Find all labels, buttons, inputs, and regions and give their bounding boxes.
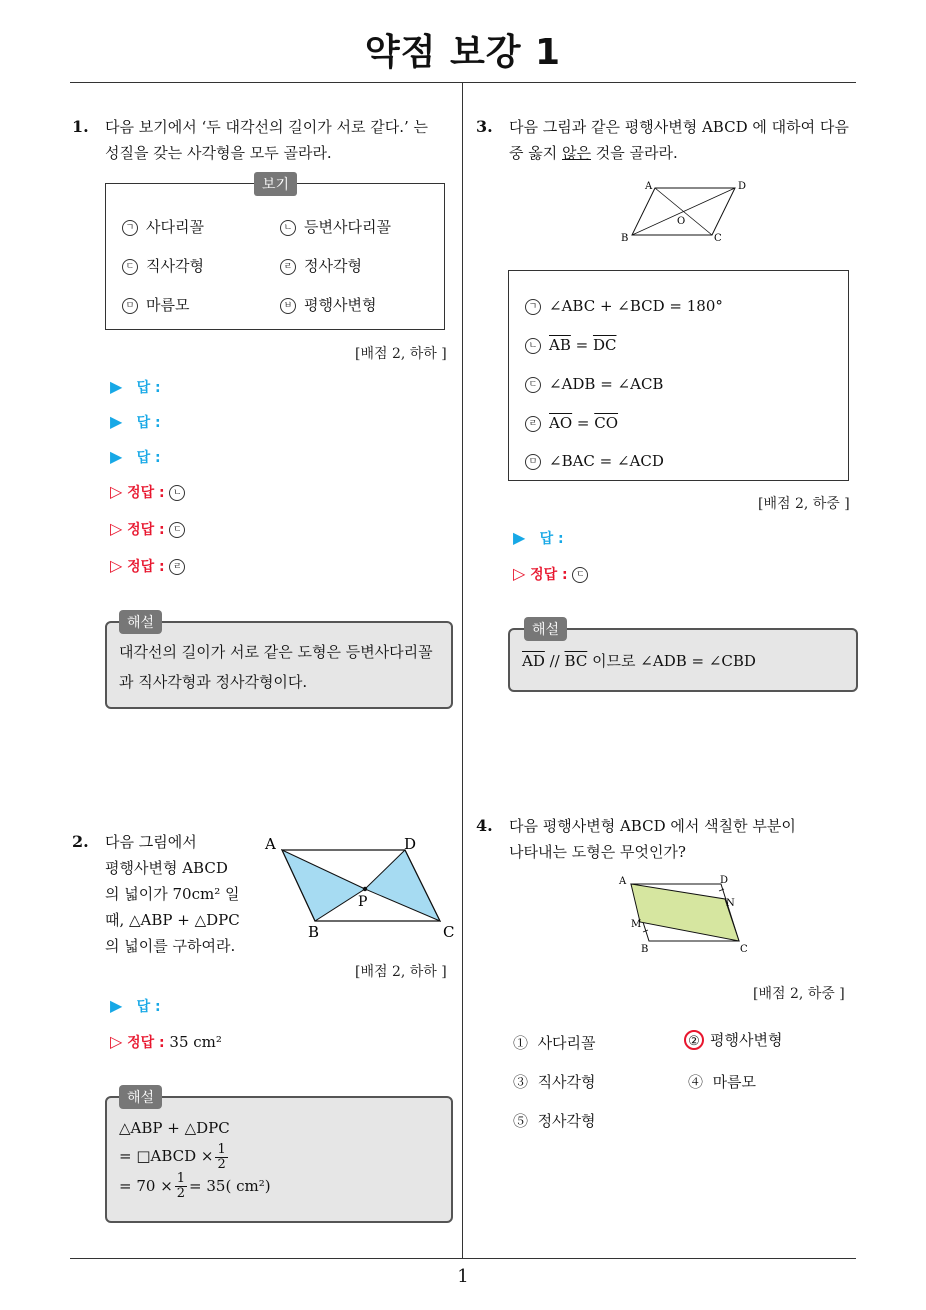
explanation-line <box>119 1172 271 1202</box>
explanation-box <box>508 622 858 692</box>
explanation-line: 이므로 ∠ADB = ∠CBD <box>587 652 756 670</box>
option-text: ∠ABC + ∠BCD = 180° <box>549 297 723 315</box>
options-box <box>508 270 849 481</box>
label-c: C <box>443 923 455 941</box>
option-item <box>280 294 376 315</box>
score-label: [배점 2, 하중 ] <box>758 496 850 512</box>
explanation-text <box>522 646 756 676</box>
question-text-line: 성질을 갖는 사각형을 모두 골라라. <box>105 144 332 162</box>
question-text-line: 때, △ABP + △DPC <box>105 911 240 929</box>
choice-text: 마름모 <box>712 1073 757 1091</box>
answer-field[interactable] <box>513 528 564 548</box>
option-mark: ㄴ <box>280 220 296 236</box>
segment: $\overline{BC}$ <box>564 652 588 670</box>
segment: $\overline{AB}$ <box>549 336 571 354</box>
question-text-line <box>509 140 849 166</box>
answer-mark: ㄹ <box>169 559 185 575</box>
label-b: B <box>641 944 649 955</box>
explanation-title: 해설 <box>119 1085 162 1109</box>
choice-number: ⑤ <box>513 1112 529 1130</box>
explanation-text <box>119 1114 271 1201</box>
answer-mark: ㄴ <box>169 485 185 501</box>
label-d: D <box>404 835 417 853</box>
answer-arrow-icon: ▶ <box>110 447 123 466</box>
option-text: 등변사다리꼴 <box>304 218 391 236</box>
label-a: A <box>645 181 653 192</box>
score-label: [배점 2, 하중 ] <box>753 986 845 1002</box>
option-mark: ㄱ <box>525 299 541 315</box>
label-p: P <box>358 894 368 910</box>
answer-arrow-icon: ▶ <box>110 377 123 396</box>
correct-label: 정답 : <box>127 485 165 501</box>
parallel-sign: // <box>544 652 565 670</box>
option-mark: ㅁ <box>525 454 541 470</box>
correct-label: 정답 : <box>127 1035 165 1051</box>
choice-5[interactable] <box>513 1110 596 1131</box>
explanation-title: 해설 <box>119 610 162 634</box>
explanation-line <box>119 1142 271 1172</box>
option-item <box>525 452 664 470</box>
answer-label: 답 : <box>136 415 161 431</box>
label-m: M <box>631 919 642 930</box>
correct-answer <box>110 519 193 539</box>
triangle-abp <box>282 850 368 921</box>
question-number: 4. <box>476 816 493 835</box>
answer-label: 답 : <box>136 450 161 466</box>
option-item <box>280 216 391 237</box>
label-d: D <box>720 875 729 886</box>
selected-mark-icon: ② <box>684 1030 704 1050</box>
option-item <box>122 216 204 237</box>
option-item <box>525 414 618 432</box>
correct-label: 정답 : <box>530 567 568 583</box>
triangle-dpc <box>365 850 440 921</box>
correct-arrow-icon: ▷ <box>110 519 123 538</box>
fraction-numerator: 1 <box>217 1141 226 1157</box>
choice-4[interactable] <box>688 1071 756 1092</box>
answer-field[interactable] <box>110 996 161 1016</box>
label-a: A <box>265 835 276 853</box>
segment: $\overline{AO}$ <box>549 414 573 432</box>
option-text: ∠BAC = ∠ACD <box>549 452 664 470</box>
q4-figure <box>615 872 755 956</box>
expr-text: = 35( cm²) <box>189 1176 271 1195</box>
segment: $\overline{AD}$ <box>522 652 545 670</box>
header-divider <box>70 82 856 83</box>
answer-arrow-icon: ▶ <box>513 528 526 547</box>
score-label: [배점 2, 하하 ] <box>355 964 447 980</box>
fraction-denominator: 2 <box>176 1186 186 1201</box>
fraction <box>175 1172 187 1201</box>
option-mark: ㄱ <box>122 220 138 236</box>
q2-figure <box>260 833 460 943</box>
option-text: 직사각형 <box>146 257 204 275</box>
choice-number: ① <box>513 1034 529 1052</box>
question-text <box>509 813 796 865</box>
fraction-denominator: 2 <box>217 1156 226 1172</box>
answer-arrow-icon: ▶ <box>110 412 123 431</box>
point-p <box>363 887 367 891</box>
choice-1[interactable] <box>513 1032 596 1053</box>
fraction <box>215 1143 227 1172</box>
question-text-line: 다음 평행사변형 ABCD 에서 색칠한 부분이 <box>509 817 796 835</box>
page-number: 1 <box>457 1266 469 1287</box>
option-text: 평행사변형 <box>304 296 377 314</box>
segment: $\overline{DC}$ <box>592 336 617 354</box>
explanation-text <box>119 637 433 697</box>
label-o: O <box>677 216 686 227</box>
answer-mark: ㄷ <box>169 522 185 538</box>
answer-label: 답 : <box>136 999 161 1015</box>
options-box <box>105 177 445 330</box>
question-text-line: 의 넓이를 구하여라. <box>105 937 236 955</box>
explanation-line: 대각선의 길이가 서로 같은 도형은 등변사다리꼴 <box>119 643 433 661</box>
correct-label: 정답 : <box>127 559 165 575</box>
option-mark: ㄴ <box>525 338 541 354</box>
answer-label: 답 : <box>539 531 564 547</box>
choice-text: 평행사변형 <box>710 1031 783 1049</box>
choice-text: 사다리꼴 <box>537 1034 596 1052</box>
question-text-line: 다음 그림과 같은 평행사변형 ABCD 에 대하여 다음 <box>509 118 849 136</box>
page-title: 약점 보강 1 <box>364 32 562 73</box>
option-text: 정사각형 <box>304 257 362 275</box>
option-item <box>122 255 204 276</box>
label-n: N <box>726 898 735 909</box>
answer-label: 답 : <box>136 380 161 396</box>
option-mark: ㄹ <box>280 259 296 275</box>
correct-label: 정답 : <box>127 522 165 538</box>
equals-sign: = <box>572 414 595 432</box>
question-text-line: 평행사변형 ABCD <box>105 859 228 877</box>
label-c: C <box>714 233 722 244</box>
option-mark: ㄹ <box>525 416 541 432</box>
answer-field[interactable] <box>110 377 161 397</box>
option-mark: ㅂ <box>280 298 296 314</box>
correct-answer <box>513 564 596 584</box>
expr-text: = □ABCD × <box>119 1147 214 1165</box>
answer-value: 35 cm² <box>169 1033 222 1051</box>
answer-arrow-icon: ▶ <box>110 996 123 1015</box>
option-item <box>280 255 362 276</box>
question-text <box>105 829 240 959</box>
correct-arrow-icon: ▷ <box>110 482 123 501</box>
option-mark: ㅁ <box>122 298 138 314</box>
shaded-region <box>631 884 739 941</box>
choice-3[interactable] <box>513 1071 596 1092</box>
explanation-line: △ABP + △DPC <box>119 1119 230 1137</box>
score-label: [배점 2, 하하 ] <box>355 346 447 362</box>
option-text: 마름모 <box>146 296 190 314</box>
answer-field[interactable] <box>110 412 161 432</box>
column-divider <box>462 83 463 1259</box>
label-a: A <box>619 876 627 887</box>
segment: $\overline{CO}$ <box>594 414 619 432</box>
correct-answer <box>110 1032 222 1052</box>
choice-number: ③ <box>513 1073 529 1091</box>
option-text: 사다리꼴 <box>146 218 204 236</box>
question-text-line: 다음 보기에서 ‘두 대각선의 길이가 서로 같다.’ 는 <box>105 118 428 136</box>
question-number: 3. <box>476 117 493 136</box>
question-text <box>509 114 849 166</box>
explanation-box <box>105 1090 453 1223</box>
correct-answer <box>110 556 193 576</box>
equals-sign: = <box>570 336 593 354</box>
option-item <box>525 375 663 393</box>
option-text: ∠ADB = ∠ACB <box>549 375 664 393</box>
label-d: D <box>738 181 747 192</box>
underlined-word: 않은 <box>562 144 591 162</box>
question-number: 1. <box>72 117 89 136</box>
explanation-title: 해설 <box>524 617 567 641</box>
option-item <box>525 297 723 315</box>
expr-text: = 70 × <box>119 1176 173 1195</box>
choice-number: ④ <box>688 1073 704 1091</box>
q3-figure <box>615 177 755 247</box>
question-text-line: 의 넓이가 70cm² 일 <box>105 885 240 903</box>
explanation-box <box>105 615 453 709</box>
explanation-line: 과 직사각형과 정사각형이다. <box>119 673 308 691</box>
fraction-numerator: 1 <box>176 1171 186 1186</box>
correct-arrow-icon: ▷ <box>513 564 526 583</box>
choice-2-selected[interactable] <box>684 1029 782 1050</box>
option-mark: ㄷ <box>122 259 138 275</box>
label-b: B <box>308 923 320 941</box>
label-c: C <box>740 944 748 955</box>
choice-text: 직사각형 <box>537 1073 596 1091</box>
correct-answer <box>110 482 193 502</box>
option-mark: ㄷ <box>525 377 541 393</box>
option-item <box>122 294 189 315</box>
option-item <box>525 336 616 354</box>
box-title: 보기 <box>254 172 297 196</box>
answer-mark: ㄷ <box>572 567 588 583</box>
diagonal-bd <box>632 188 735 235</box>
answer-field[interactable] <box>110 447 161 467</box>
correct-arrow-icon: ▷ <box>110 1032 123 1051</box>
text-part: 것을 골라라. <box>591 144 678 162</box>
question-number: 2. <box>72 832 89 851</box>
question-text-line: 나타내는 도형은 무엇인가? <box>509 843 686 861</box>
footer-divider <box>70 1258 856 1259</box>
question-text <box>105 114 428 166</box>
correct-arrow-icon: ▷ <box>110 556 123 575</box>
question-text-line: 다음 그림에서 <box>105 833 197 851</box>
label-b: B <box>621 233 629 244</box>
choice-text: 정사각형 <box>537 1112 596 1130</box>
text-part: 중 옳지 <box>509 144 563 162</box>
